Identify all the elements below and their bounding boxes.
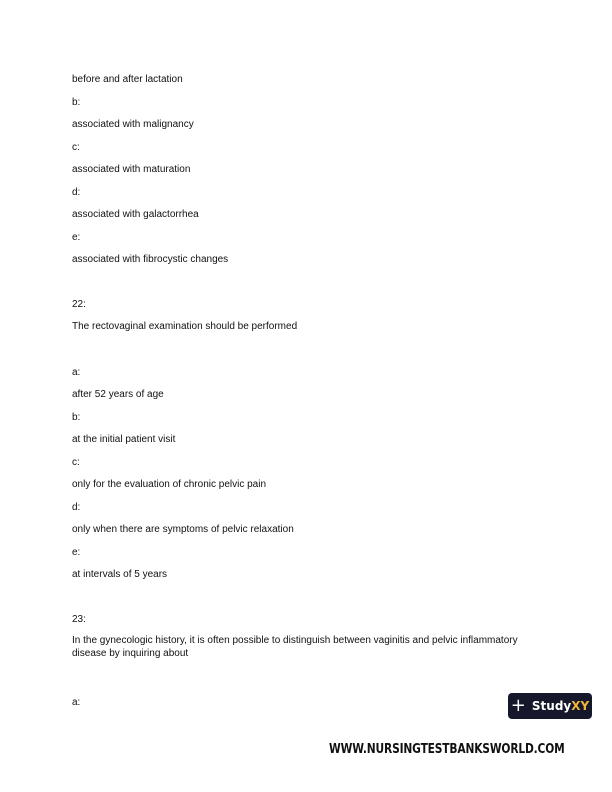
option-label: a: [72, 697, 81, 708]
option-text: at intervals of 5 years [72, 569, 168, 580]
badge-study-text: Study [531, 699, 572, 713]
option-text: after 52 years of age [72, 389, 164, 400]
option-text: only when there are symptoms of pelvic relaxation [72, 524, 294, 535]
badge-xy-text: XY [571, 699, 590, 713]
option-text: at the initial patient visit [72, 434, 176, 445]
option-text: associated with galactorrhea [72, 209, 199, 220]
option-label: b: [72, 412, 81, 423]
option-text: associated with fibrocystic changes [72, 254, 229, 265]
option-text: before and after lactation [72, 74, 183, 85]
option-label: c: [72, 457, 80, 468]
plus-icon: + [510, 695, 526, 716]
option-label: a: [72, 367, 81, 378]
option-label: d: [72, 187, 81, 198]
option-label: b: [72, 97, 81, 108]
studyxy-badge[interactable] [508, 693, 592, 719]
question-text: In the gynecologic history, it is often possible to distinguish between vaginitis and pelvic inflammatory disease by inquiring about [72, 635, 518, 659]
option-label: e: [72, 547, 81, 558]
question-number: 22: [72, 299, 86, 310]
option-label: e: [72, 232, 81, 243]
option-label: d: [72, 502, 81, 513]
question-number: 23: [72, 614, 86, 625]
option-text: associated with malignancy [72, 119, 194, 130]
option-text: associated with maturation [72, 164, 191, 175]
footer-website: WWW.NURSINGTESTBANKSWORLD.COM [329, 742, 565, 757]
question-text: The rectovaginal examination should be performed [72, 321, 298, 332]
option-text: only for the evaluation of chronic pelvic pain [72, 479, 267, 490]
option-label: c: [72, 142, 80, 153]
